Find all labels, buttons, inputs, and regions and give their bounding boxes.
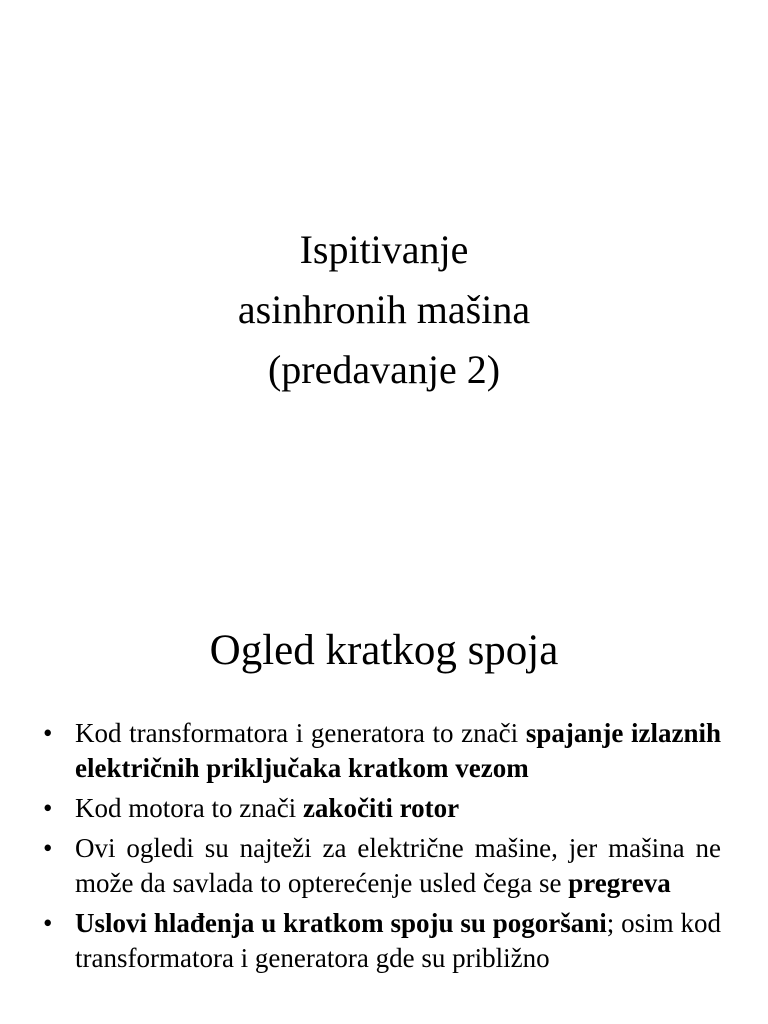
content-slide [0, 576, 768, 1024]
bullet-text: Kod motora to znači [75, 793, 303, 823]
bullet-text: Kod transformatora i generatora to znači [75, 718, 526, 748]
bullet-item [43, 831, 721, 901]
title-line: (predavanje 2) [267, 347, 501, 392]
bullet-marker: • [43, 793, 53, 823]
title-line: asinhronih mašina [237, 287, 531, 332]
slide-title [0, 220, 768, 400]
bullet-text-bold: pregreva [568, 868, 671, 898]
slide-heading: Ogled kratkog spoja [209, 627, 559, 674]
bullet-item [43, 716, 721, 786]
bullet-marker: • [43, 833, 53, 863]
bullet-text-bold: spajanje izlaznih električnih priključaka kratkom vezom [75, 718, 721, 783]
bullet-list [43, 716, 721, 981]
title-line: Ispitivanje [299, 227, 469, 272]
bullet-text: ; osim kod transformatora i generatora gde su približno [75, 908, 721, 973]
bullet-item [43, 906, 721, 976]
bullet-item [43, 791, 721, 826]
bullet-marker: • [43, 908, 53, 938]
bullet-text: Ovi ogledi su najteži za električne mašine, jer mašina ne može da savlada to opterećenje usled čega se [75, 833, 721, 898]
bullet-text-bold: Uslovi hlađenja u kratkom spoju su pogoršani [75, 908, 607, 938]
bullet-marker: • [43, 718, 53, 748]
bullet-text-bold: zakočiti rotor [302, 793, 460, 823]
